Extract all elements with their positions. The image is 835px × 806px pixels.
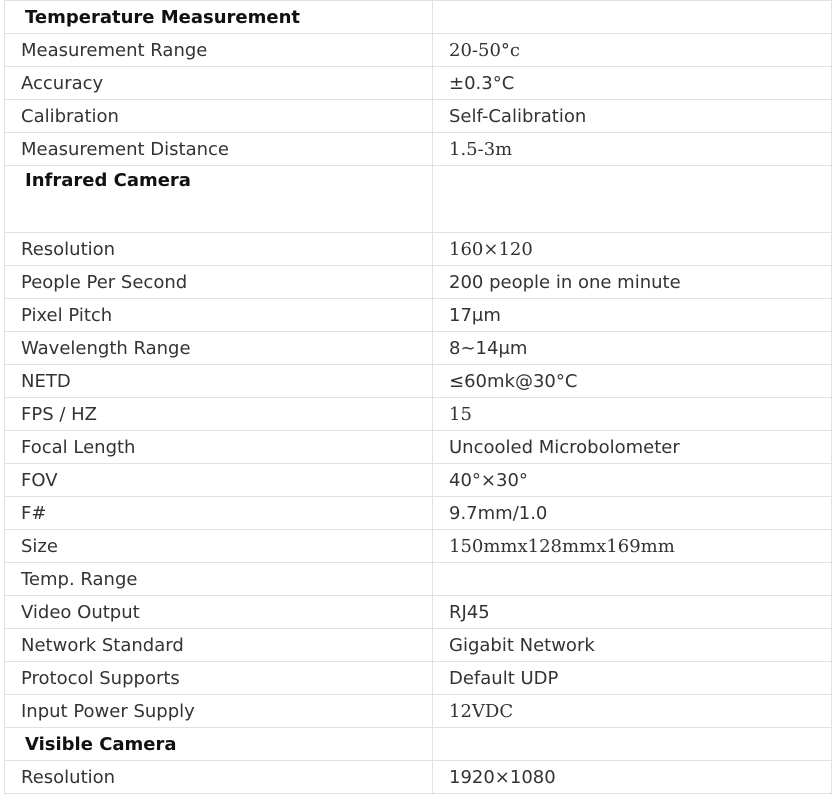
spec-label: Wavelength Range xyxy=(5,332,433,365)
section-title: Temperature Measurement xyxy=(5,1,433,34)
table-row xyxy=(5,365,832,398)
table-row xyxy=(5,133,832,166)
spec-label: Protocol Supports xyxy=(5,662,433,695)
spec-label: Input Power Supply xyxy=(5,695,433,728)
section-title: Infrared Camera xyxy=(5,166,433,233)
spec-label: Calibration xyxy=(5,100,433,133)
table-row xyxy=(5,431,832,464)
spec-value: Self-Calibration xyxy=(433,100,832,133)
spec-label: Video Output xyxy=(5,596,433,629)
table-row xyxy=(5,629,832,662)
spec-table xyxy=(4,0,832,794)
spec-label: NETD xyxy=(5,365,433,398)
spec-label: Pixel Pitch xyxy=(5,299,433,332)
table-row xyxy=(5,398,832,431)
table-row xyxy=(5,34,832,67)
section-blank-cell xyxy=(433,728,832,761)
section-header-infrared xyxy=(5,166,832,233)
section-blank-cell xyxy=(433,1,832,34)
table-row xyxy=(5,695,832,728)
section-header-temperature xyxy=(5,1,832,34)
spec-label: Measurement Distance xyxy=(5,133,433,166)
spec-label: FOV xyxy=(5,464,433,497)
table-row xyxy=(5,497,832,530)
spec-value: 160×120 xyxy=(433,233,832,266)
spec-value: 40°×30° xyxy=(433,464,832,497)
table-row xyxy=(5,761,832,794)
table-row xyxy=(5,662,832,695)
spec-value: 150mmx128mmx169mm xyxy=(433,530,832,563)
spec-value: 12VDC xyxy=(433,695,832,728)
spec-value: RJ45 xyxy=(433,596,832,629)
section-title: Visible Camera xyxy=(5,728,433,761)
spec-value: 20-50°c xyxy=(433,34,832,67)
spec-value: Gigabit Network xyxy=(433,629,832,662)
table-row xyxy=(5,299,832,332)
table-row xyxy=(5,530,832,563)
spec-value: 1.5-3m xyxy=(433,133,832,166)
spec-value: 1920×1080 xyxy=(433,761,832,794)
spec-label: People Per Second xyxy=(5,266,433,299)
spec-value: 8~14μm xyxy=(433,332,832,365)
spec-label: Size xyxy=(5,530,433,563)
spec-value: 9.7mm/1.0 xyxy=(433,497,832,530)
spec-label: Network Standard xyxy=(5,629,433,662)
table-row xyxy=(5,100,832,133)
section-blank-cell xyxy=(433,166,832,233)
table-row xyxy=(5,233,832,266)
table-row xyxy=(5,332,832,365)
table-row xyxy=(5,464,832,497)
table-row xyxy=(5,266,832,299)
spec-value: Default UDP xyxy=(433,662,832,695)
spec-value: ±0.3°C xyxy=(433,67,832,100)
spec-value: 200 people in one minute xyxy=(433,266,832,299)
spec-label: FPS / HZ xyxy=(5,398,433,431)
spec-label: Focal Length xyxy=(5,431,433,464)
table-row xyxy=(5,563,832,596)
spec-value: 15 xyxy=(433,398,832,431)
spec-label: F# xyxy=(5,497,433,530)
spec-value: 17μm xyxy=(433,299,832,332)
spec-label: Resolution xyxy=(5,761,433,794)
spec-label: Accuracy xyxy=(5,67,433,100)
spec-value xyxy=(433,563,832,596)
section-header-visible xyxy=(5,728,832,761)
spec-value: ≤60mk@30°C xyxy=(433,365,832,398)
spec-label: Temp. Range xyxy=(5,563,433,596)
table-row xyxy=(5,67,832,100)
spec-label: Resolution xyxy=(5,233,433,266)
table-row xyxy=(5,596,832,629)
spec-label: Measurement Range xyxy=(5,34,433,67)
spec-value: Uncooled Microbolometer xyxy=(433,431,832,464)
